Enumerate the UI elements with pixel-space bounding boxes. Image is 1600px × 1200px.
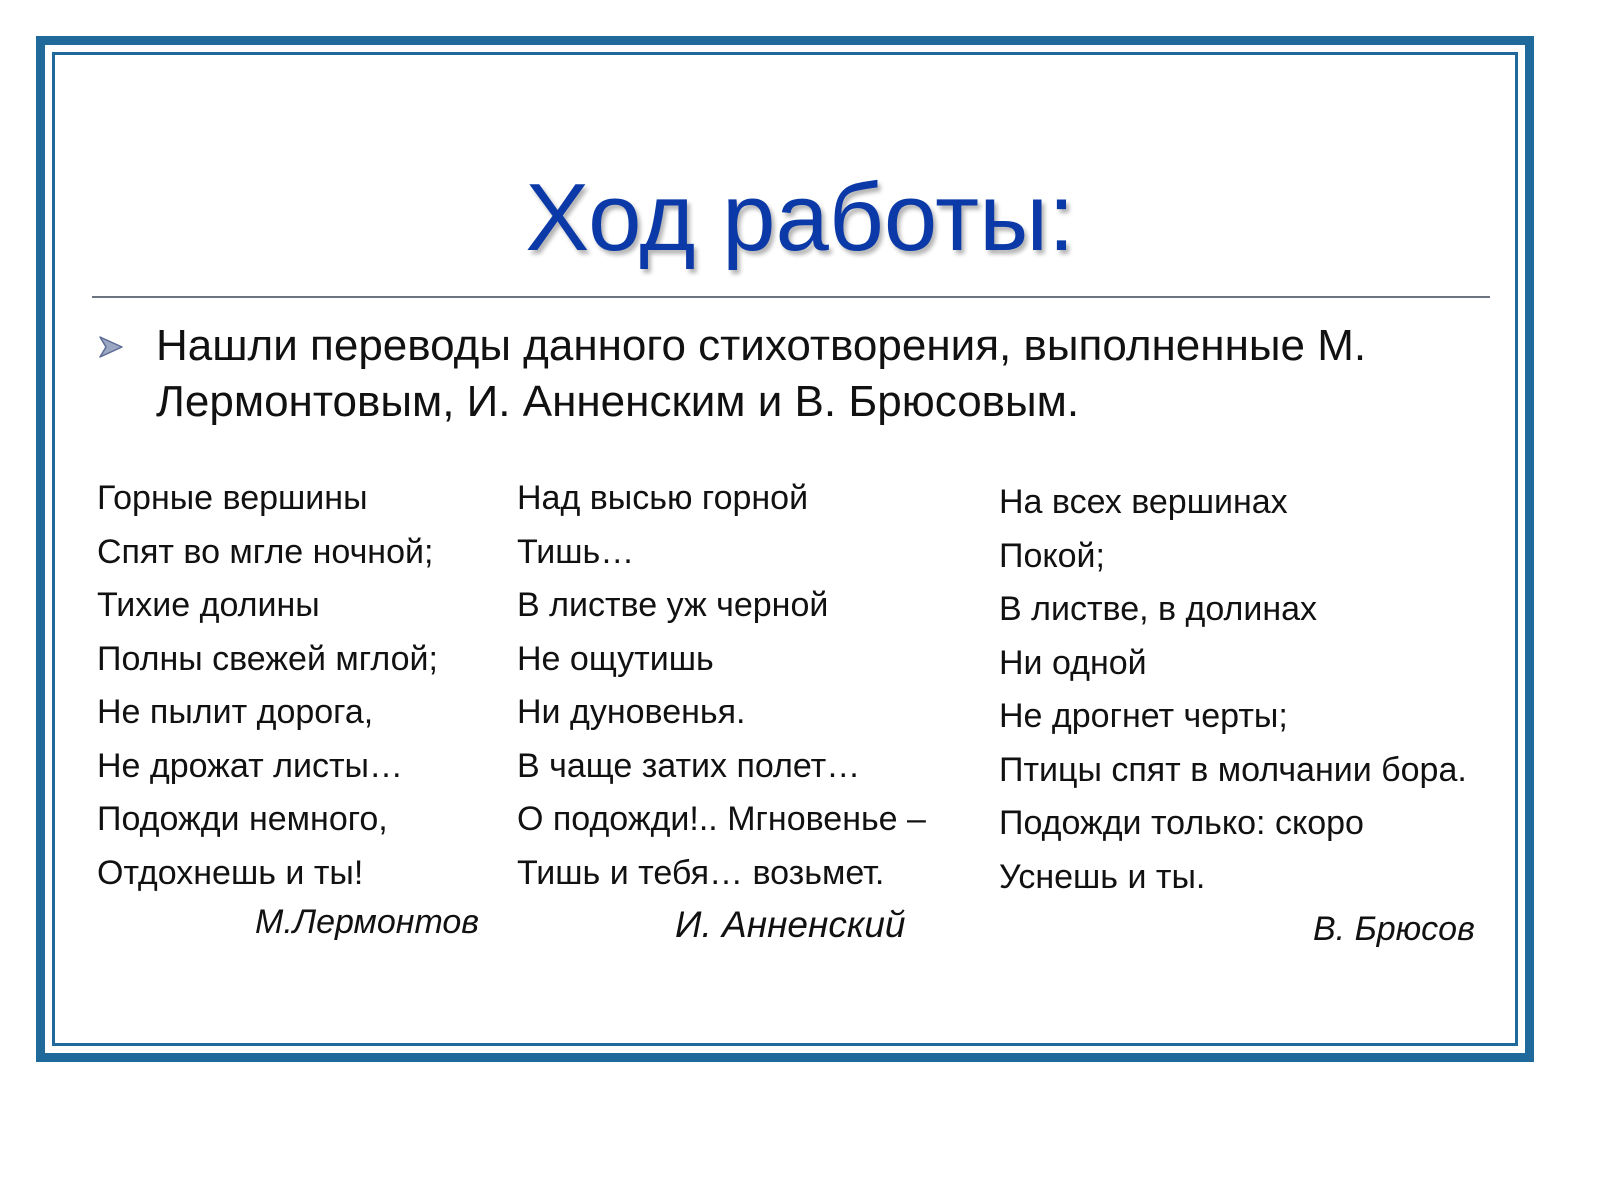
poem-line: О подожди!.. Мгновенье –: [517, 800, 926, 838]
poem-line: В листве, в долинах: [999, 590, 1318, 628]
poem-line: Горные вершины: [97, 479, 368, 517]
poem-line: В чаще затих полет…: [517, 746, 861, 785]
poem-author-bryusov: В. Брюсов: [1313, 910, 1475, 948]
poem-line: Тишь…: [517, 532, 635, 571]
poem-line: На всех вершинах: [999, 483, 1288, 521]
poem-line: Над высью горной: [517, 479, 809, 517]
poem-line: Подожди немного,: [97, 800, 388, 838]
poem-line: Не дрожат листы…: [97, 746, 403, 785]
poem-lermontov: [97, 472, 438, 900]
poem-line: Тихие долины: [97, 586, 320, 624]
poem-line: Птицы спят в молчании бора.: [999, 750, 1467, 789]
poem-line: В листве уж черной: [517, 586, 829, 624]
poem-line: Не ощутишь: [517, 639, 714, 678]
poem-line: Полны свежей мглой;: [97, 639, 438, 678]
poem-author-annensky: И. Анненский: [675, 904, 906, 945]
bullet-arrow-icon: [98, 334, 124, 360]
title-divider: [92, 296, 1490, 298]
slide-title: Ход работы:: [525, 164, 1075, 271]
poem-line: Не пылит дорога,: [97, 693, 374, 731]
poem-line: Спят во мгле ночной;: [97, 532, 434, 571]
poem-line: Уснешь и ты.: [999, 857, 1206, 896]
poem-line: Ни одной: [999, 643, 1147, 682]
poem-line: Отдохнешь и ты!: [97, 853, 364, 892]
poem-line: Не дрогнет черты;: [999, 697, 1288, 735]
bullet-text: Нашли переводы данного стихотворения, выполненные М. Лермонтовым, И. Анненским и В. Брюсовым.: [156, 321, 1367, 426]
poem-line: Подожди только: скоро: [999, 804, 1364, 842]
poem-line: Покой;: [999, 536, 1105, 575]
poem-annensky: [517, 472, 926, 900]
poem-author-lermontov: М.Лермонтов: [255, 903, 480, 941]
poem-line: Ни дуновенья.: [517, 693, 746, 731]
poem-bryusov: [999, 476, 1467, 904]
poem-line: Тишь и тебя… возьмет.: [517, 853, 885, 892]
